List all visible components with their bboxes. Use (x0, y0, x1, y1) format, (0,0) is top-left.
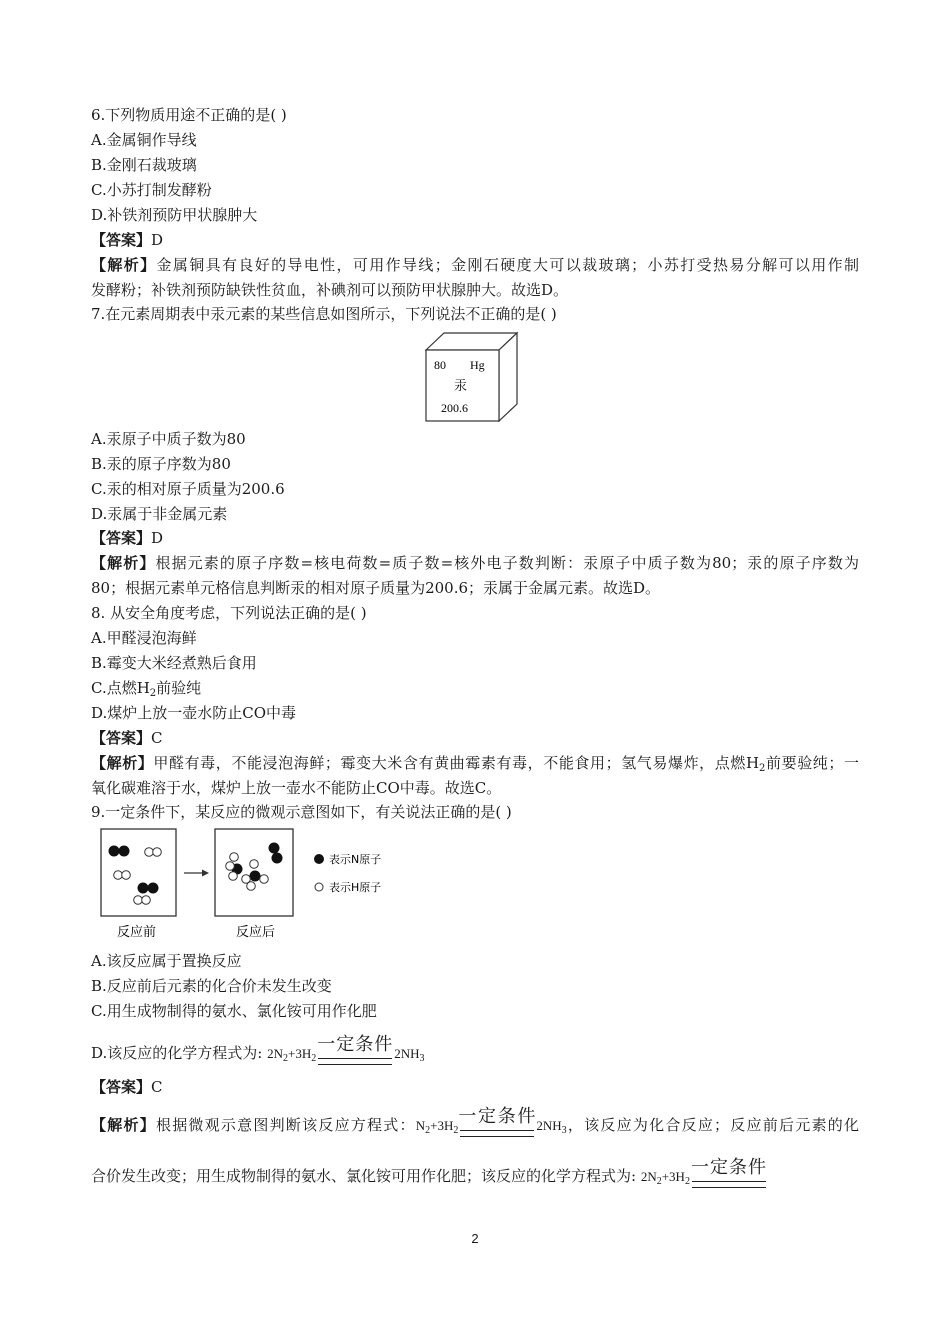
q8-option-c: C.点燃$H_2$前验纯 (91, 679, 202, 699)
q6-option-a: A.金属铜作导线 (91, 131, 197, 149)
reaction-condition: 一定条件 (316, 1048, 394, 1070)
q8-analysis-line-1: 【解析】甲醛有毒，不能浸泡海鲜；霉变大米含有黄曲霉素有毒，不能食用；氢气易爆炸，点燃$H_2$前要验纯；一 (91, 754, 859, 774)
q8-option-b: B.霉变大米经煮熟后食用 (91, 654, 257, 672)
q9-option-d: D.该反应的化学方程式为: $2N_2+3H_2$ 一定条件 $2NH_3$ (91, 1042, 425, 1070)
q7-option-b: B.汞的原子序数为80 (91, 455, 231, 473)
reaction-micro-diagram (99, 826, 409, 944)
page-number: 2 (471, 1231, 479, 1246)
q7-option-d: D.汞属于非金属元素 (91, 505, 228, 523)
mercury-element-tile (424, 330, 519, 422)
q9-option-b: B.反应前后元素的化合价未发生改变 (91, 977, 332, 995)
legend-h-text: 表示H原子 (329, 881, 382, 894)
q9-analysis-line-2: 合价发生改变；用生成物制得的氨水、氯化铵可用作化肥；该反应的化学方程式为: $2N_2+3H_2$ 一定条件 (91, 1157, 767, 1187)
h-atom-legend-icon (315, 883, 323, 891)
q6-option-c: C.小苏打制发酵粉 (91, 181, 212, 199)
q9-option-c: C.用生成物制得的氨水、氯化铵可用作化肥 (91, 1002, 377, 1020)
q6-analysis-line-2: 发酵粉；补铁剂预防缺铁性贫血，补碘剂可以预防甲状腺肿大。故选D。 (91, 281, 569, 299)
tile-atomic-number: 80 (434, 358, 446, 372)
tile-name: 汞 (454, 379, 468, 394)
q8-analysis-line-2: 氧化碳难溶于水，煤炉上放一壶水不能防止CO中毒。故选C。 (91, 779, 502, 797)
legend-n-text: 表示N原子 (329, 853, 382, 866)
q8-option-a: A.甲醛浸泡海鲜 (91, 629, 197, 647)
tile-atomic-mass: 200.6 (441, 401, 468, 415)
before-label: 反应前 (117, 925, 157, 940)
q7-stem: 7.在元素周期表中汞元素的某些信息如图所示，下列说法不正确的是( ) (91, 305, 557, 323)
after-label: 反应后 (236, 925, 276, 940)
q6-analysis-line-1: 【解析】金属铜具有良好的导电性，可用作导线；金刚石硬度大可以裁玻璃；小苏打受热易分解可以用作制 (91, 256, 859, 274)
tile-symbol: Hg (470, 358, 485, 372)
q9-analysis-line-1: 【解析】根据微观示意图判断该反应方程式：$N_2+3H_2$ 一定条件 $2NH_3$，该反应为化合反应；反应前后元素的化 (91, 1106, 859, 1136)
q7-answer: 【答案】D (91, 529, 164, 547)
q8-answer: 【答案】C (91, 729, 163, 747)
q6-option-d: D.补铁剂预防甲状腺肿大 (91, 206, 258, 224)
q6-stem: 6.下列物质用途不正确的是( ) (91, 106, 287, 124)
q8-option-d: D.煤炉上放一壶水防止CO中毒 (91, 704, 297, 722)
q6-answer: 【答案】D (91, 231, 164, 249)
equation-left: $2N_2+3H_2$ (267, 1046, 317, 1064)
q7-option-c: C.汞的相对原子质量为200.6 (91, 480, 285, 498)
q7-analysis-line-2: 80；根据元素单元格信息判断汞的相对原子质量为200.6；汞属于金属元素。故选D。 (91, 579, 661, 597)
q8-stem: 8. 从安全角度考虑，下列说法正确的是( ) (91, 604, 367, 622)
equation-right: $2NH_3$ (394, 1046, 425, 1064)
n-atom-legend-icon (314, 854, 324, 864)
q9-option-a: A.该反应属于置换反应 (91, 952, 242, 970)
q9-stem: 9.一定条件下，某反应的微观示意图如下，有关说法正确的是( ) (91, 803, 512, 821)
q7-option-a: A.汞原子中质子数为80 (91, 430, 246, 448)
q7-analysis-line-1: 【解析】根据元素的原子序数=核电荷数=质子数=核外电子数判断：汞原子中质子数为80；汞的原子序数为 (91, 554, 859, 572)
q9-answer: 【答案】C (91, 1078, 163, 1096)
q6-option-b: B.金刚石裁玻璃 (91, 156, 197, 174)
